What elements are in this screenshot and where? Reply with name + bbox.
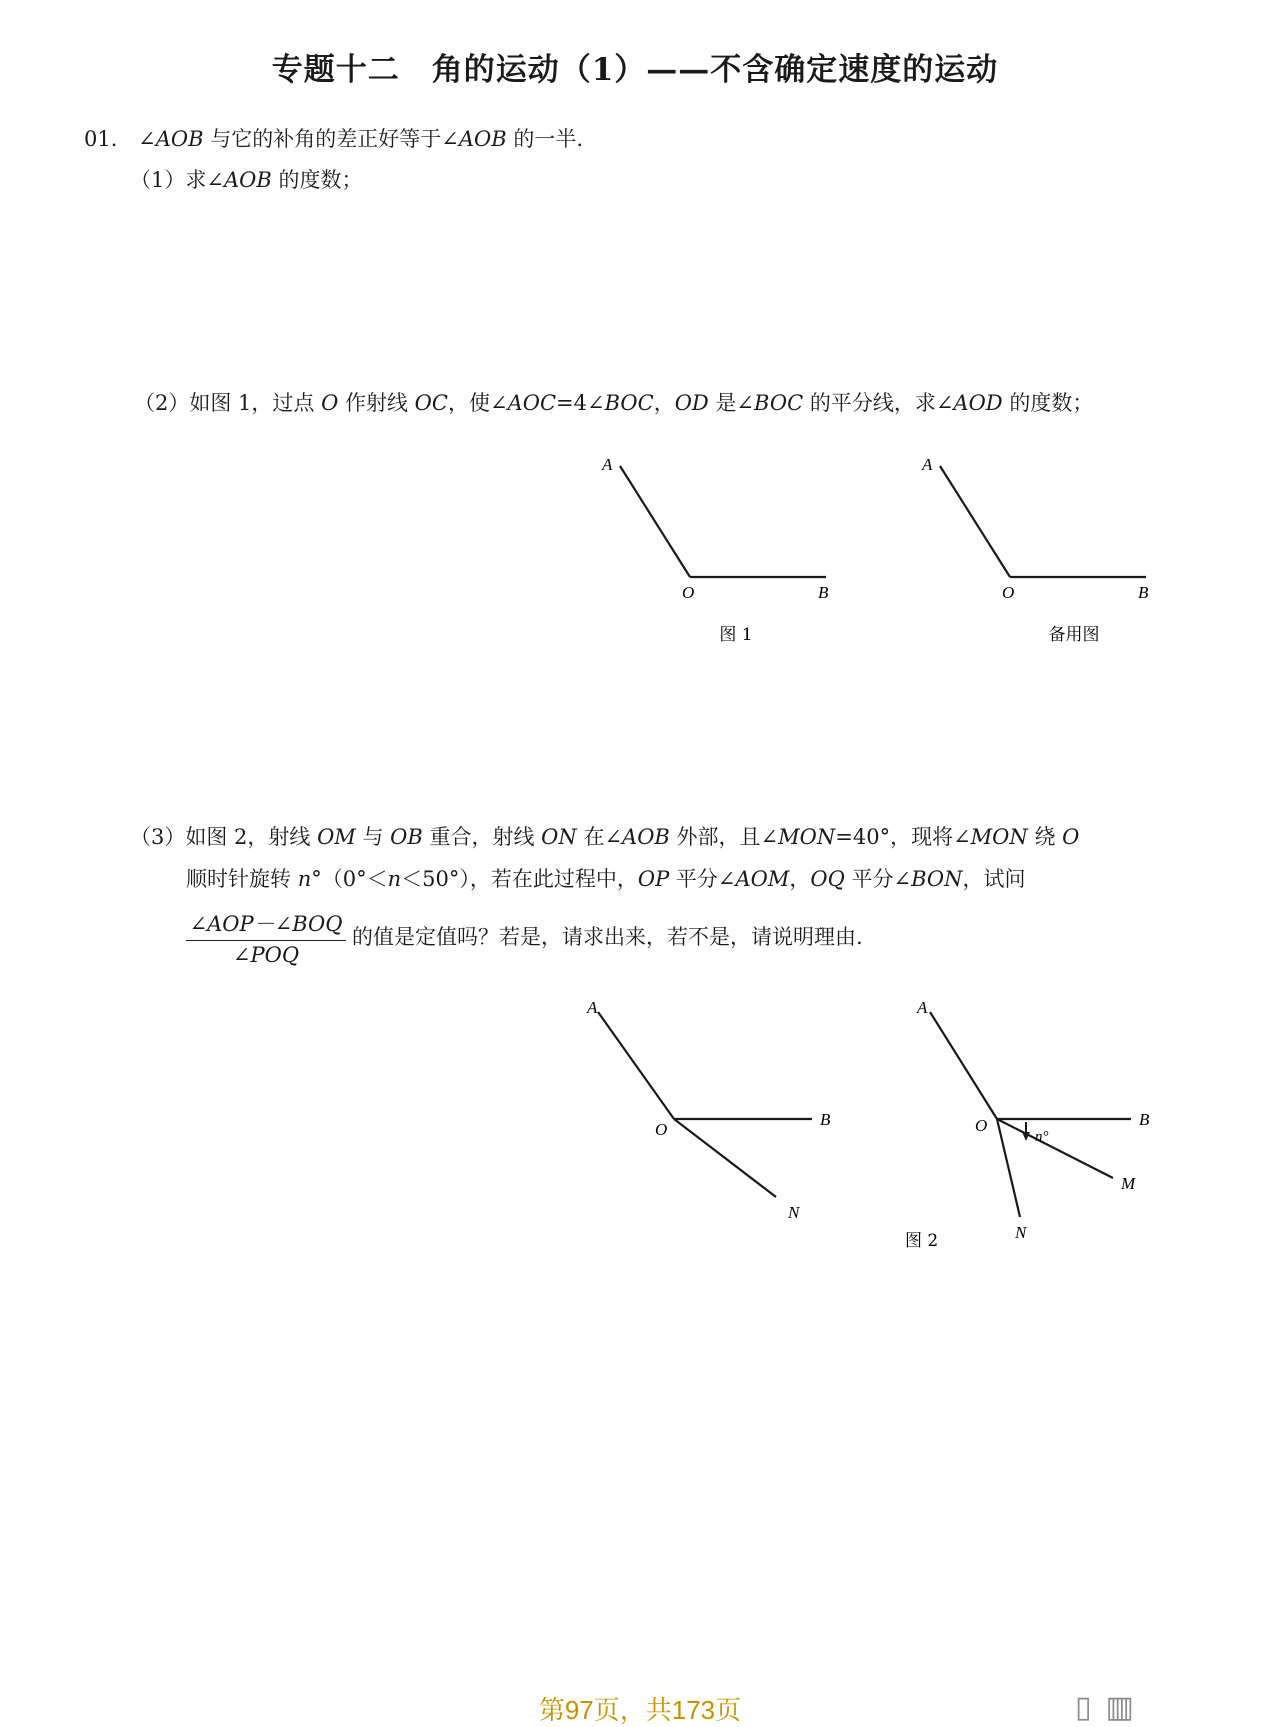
fraction-expression bbox=[186, 908, 346, 967]
label-b: B bbox=[820, 1110, 831, 1129]
label-b: B bbox=[818, 583, 829, 602]
part-1-question: （1）求∠AOB 的度数； bbox=[130, 168, 363, 192]
label-o: O bbox=[1002, 583, 1015, 602]
problem-stem: 01. ∠AOB 与它的补角的差正好等于∠AOB 的一半. bbox=[84, 127, 583, 151]
label-n: N bbox=[1015, 1223, 1027, 1242]
grid-view-icon[interactable]: ▥ bbox=[1105, 1690, 1148, 1725]
figure-caption: 图 1 bbox=[719, 625, 753, 645]
part-3-line-3: 的值是定值吗？若是，请求出来，若不是，请说明理由. bbox=[352, 925, 863, 949]
problem-number: 01. bbox=[84, 127, 118, 151]
label-a: A bbox=[587, 998, 598, 1017]
ray-oa bbox=[598, 1012, 674, 1119]
figure-caption: 图 2 bbox=[905, 1231, 939, 1251]
viewer-toolbar-icons[interactable] bbox=[1075, 1690, 1148, 1725]
arrow-head-icon bbox=[1022, 1132, 1030, 1141]
figure-2-left bbox=[580, 990, 840, 1230]
page-view-icon[interactable]: ▯ bbox=[1075, 1690, 1106, 1725]
ray-oa bbox=[930, 1012, 997, 1119]
figure-caption: 备用图 bbox=[1048, 625, 1100, 645]
label-b: B bbox=[1138, 583, 1149, 602]
figure-1 bbox=[590, 440, 850, 650]
ray-oa bbox=[620, 466, 690, 577]
ray-on bbox=[997, 1119, 1020, 1217]
label-a: A bbox=[602, 455, 613, 474]
fraction-numerator: ∠AOP－∠BOQ bbox=[186, 908, 346, 941]
label-a: A bbox=[917, 998, 928, 1017]
label-o: O bbox=[682, 583, 695, 602]
ray-oa bbox=[940, 466, 1010, 577]
label-b: B bbox=[1139, 1110, 1150, 1129]
fraction-denominator: ∠POQ bbox=[232, 943, 300, 967]
page-indicator: 第97页，共173页 bbox=[538, 1695, 742, 1725]
ray-om bbox=[997, 1119, 1113, 1178]
part-2-question: （2）如图 1，过点 O 作射线 OC，使∠AOC=4∠BOC，OD 是∠BOC 的平分线，求∠AOD 的度数； bbox=[134, 391, 1094, 415]
label-m: M bbox=[1121, 1174, 1136, 1193]
ray-on bbox=[674, 1119, 776, 1197]
page-title: 专题十二 角的运动（1）——不含确定速度的运动 bbox=[271, 52, 999, 88]
label-a: A bbox=[922, 455, 933, 474]
label-n: N bbox=[788, 1203, 800, 1222]
label-angle-n: n° bbox=[1035, 1129, 1049, 1145]
figure-2-right bbox=[895, 990, 1175, 1260]
label-o: O bbox=[975, 1116, 988, 1135]
label-o: O bbox=[655, 1120, 668, 1139]
part-3-line-2: 顺时针旋转 n°（0°＜n＜50°），若在此过程中，OP 平分∠AOM，OQ 平分∠BON，试问 bbox=[186, 867, 1026, 891]
part-3-line-1: （3）如图 2，射线 OM 与 OB 重合，射线 ON 在∠AOB 外部，且∠MON=40°，现将∠MON 绕 O bbox=[130, 825, 1080, 849]
figure-spare bbox=[910, 440, 1170, 650]
